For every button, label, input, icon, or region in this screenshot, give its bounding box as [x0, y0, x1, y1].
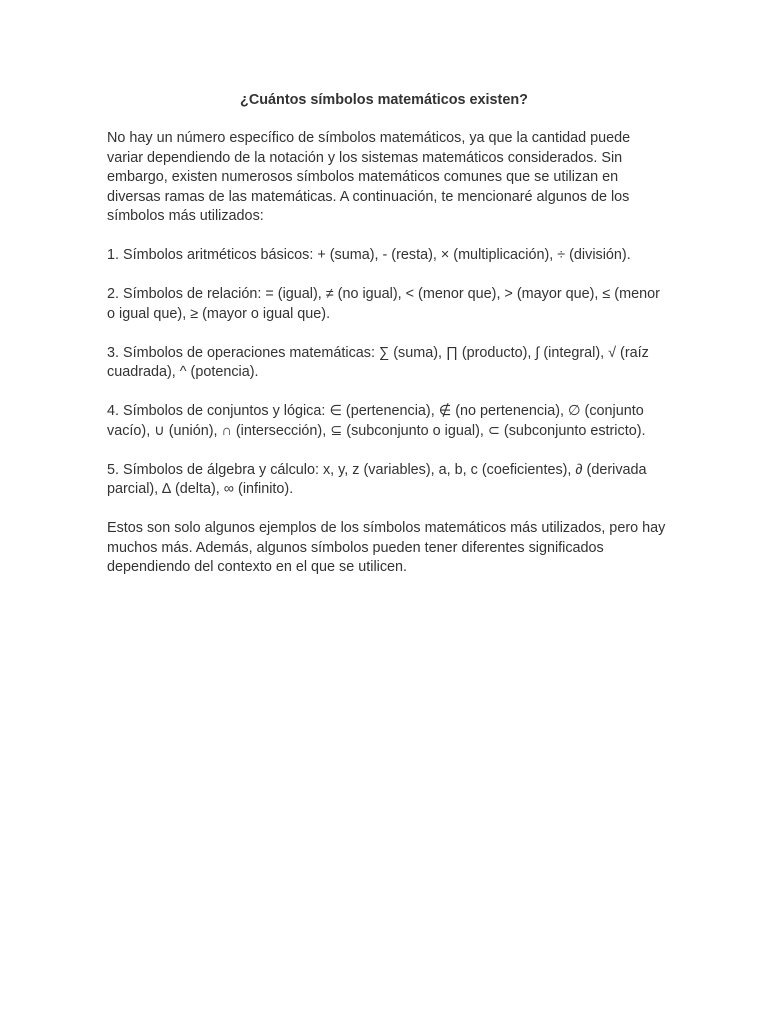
document-body	[107, 129, 667, 597]
list-item-operations: 3. Símbolos de operaciones matemáticas: ∑ (suma), ∏ (producto), ∫ (integral), √ (raíz cuadrada), ^ (potencia).	[107, 344, 649, 380]
list-item-sets-logic: 4. Símbolos de conjuntos y lógica: ∈ (pertenencia), ∉ (no pertenencia), ∅ (conjunto vacío), ∪ (unión), ∩ (intersección), ⊆ (subconjunto o igual), ⊂ (subconjunto estricto).	[107, 403, 646, 439]
list-item-relation: 2. Símbolos de relación: = (igual), ≠ (no igual), < (menor que), > (mayor que), ≤ (menor o igual que), ≥ (mayor o igual que).	[107, 286, 660, 322]
closing-paragraph: Estos son solo algunos ejemplos de los símbolos matemáticos más utilizados, pero hay muchos más. Además, algunos símbolos pueden tener diferentes significados dependiendo del contexto en el que se utilicen.	[107, 520, 666, 575]
document-title: ¿Cuántos símbolos matemáticos existen?	[240, 92, 528, 108]
list-item-arithmetic: 1. Símbolos aritméticos básicos: + (suma), - (resta), × (multiplicación), ÷ (división).	[107, 247, 631, 263]
intro-paragraph: No hay un número específico de símbolos matemáticos, ya que la cantidad puede variar dependiendo de la notación y los sistemas matemáticos considerados. Sin embargo, existen numerosos símbolos matemáticos comunes que se utilizan en diversas ramas de las matemáticas. A continuación, te mencionaré algunos de los símbolos más utilizados:	[107, 130, 631, 224]
list-item-algebra-calculus: 5. Símbolos de álgebra y cálculo: x, y, z (variables), a, b, c (coeficientes), ∂ (derivada parcial), ∆ (delta), ∞ (infinito).	[107, 461, 647, 497]
